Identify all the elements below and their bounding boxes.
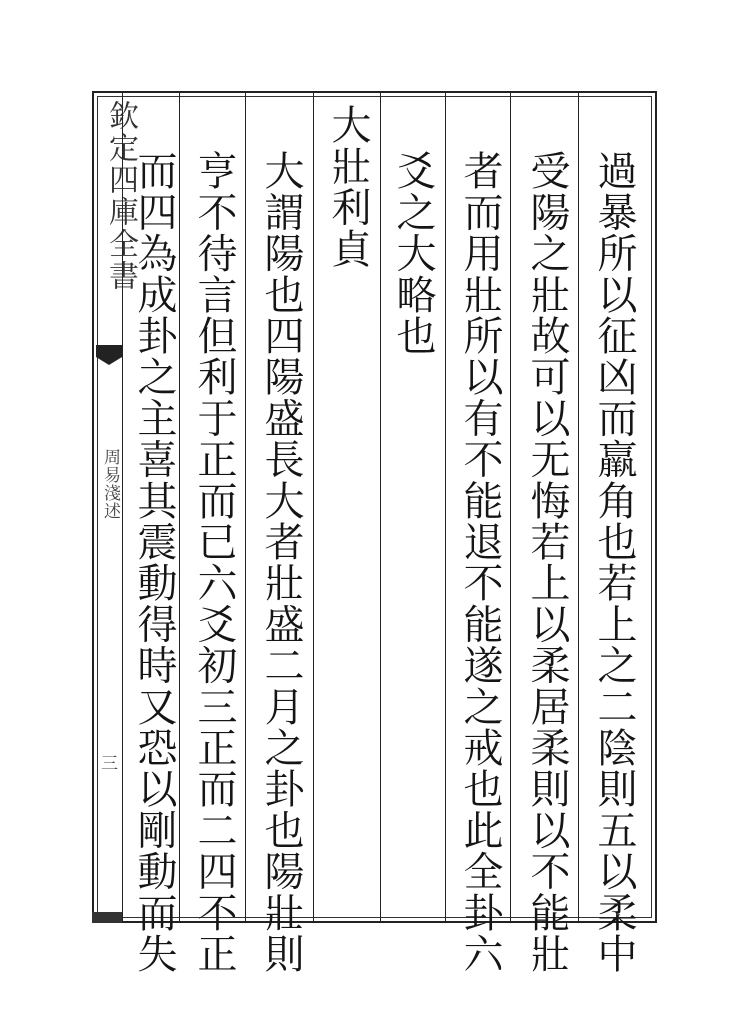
text-column-5: 大謂陽也四陽盛長大者壯盛二月之卦也陽壯則 <box>258 150 304 974</box>
fish-tail-mark <box>96 345 122 357</box>
text-column-3: 者而用壯所以有不能退不能遂之戒也此全卦六 <box>457 150 503 974</box>
text-column-2: 受陽之壯故可以无悔若上以柔居柔則以不能壯 <box>524 150 570 974</box>
column-rule <box>510 92 511 922</box>
book-title: 欽定四庫全書 <box>103 100 138 292</box>
text-column-1: 過暴所以征凶而羸角也若上之二陰則五以柔中 <box>591 150 637 974</box>
column-rule <box>179 92 180 922</box>
text-column-4: 爻之大略也 <box>390 150 436 356</box>
column-rule <box>245 92 246 922</box>
bottom-mark <box>92 912 122 923</box>
column-rule <box>445 92 446 922</box>
column-rule <box>578 92 579 922</box>
chapter-title: 周易淺述 <box>100 448 120 520</box>
heading-column: 大壯利貞 <box>325 104 371 269</box>
column-rule <box>122 92 123 922</box>
column-rule <box>313 92 314 922</box>
text-column-6: 亨不待言但利于正而已六爻初三正而二四不正 <box>191 150 237 974</box>
page-number: 三 <box>97 754 117 771</box>
column-rule <box>380 92 381 922</box>
text-column-7: 而四為成卦之主喜其震動得時又恐以剛動而失 <box>131 150 177 974</box>
